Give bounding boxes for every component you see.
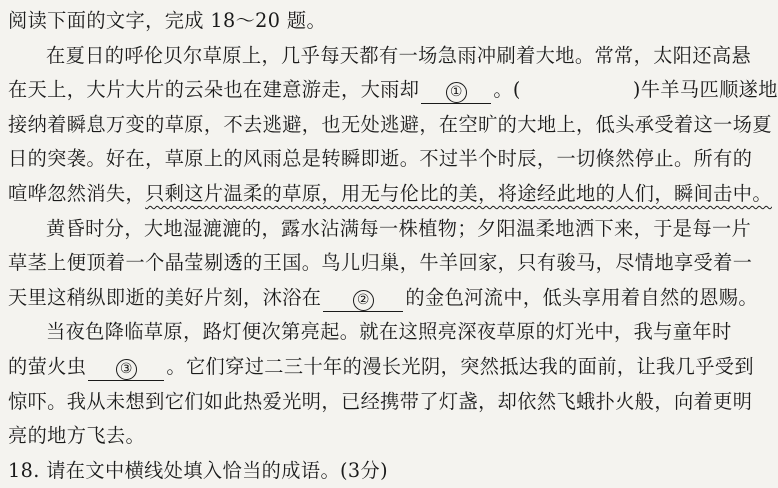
question-18: 18. 请在文中横线处填入恰当的成语。(3分) <box>8 458 388 482</box>
fill-blank-3[interactable] <box>88 356 164 381</box>
paragraph-line: 在夏日的呼伦贝尔草原上，几乎每天都有一场急雨冲刷着大地。常常，太阳还高悬 <box>46 43 752 67</box>
passage-heading: 阅读下面的文字，完成 18～20 题。 <box>8 9 327 32</box>
sentence-text: 。它们穿过二三十年的漫长光阴，突然抵达我的面前，让我几乎受到 <box>166 354 754 378</box>
paragraph-line <box>8 177 772 212</box>
paragraph-line: 亮的地方飞去。 <box>8 424 146 448</box>
blank-number: ③ <box>116 359 137 380</box>
paragraph-2 <box>8 212 758 316</box>
fill-blank-2[interactable] <box>323 287 403 312</box>
sentence-text: 喧哗忽然消失， <box>8 181 146 205</box>
sentence-text: 天里这稍纵即逝的美好片刻，沐浴在 <box>8 285 322 309</box>
sentence-text: 。( <box>493 78 521 102</box>
paragraph-line: 当夜色降临草原，路灯便次第亮起。就在这照亮深夜草原的灯光中，我与童年时 <box>46 320 732 344</box>
sentence-text: 的萤火虫 <box>8 354 87 378</box>
paragraph-line: 惊吓。我从未想到它们如此热爱光明，已经携带了灯盏，却依然飞蛾扑火般，向着更明 <box>8 389 753 413</box>
paragraph-3 <box>8 315 754 453</box>
paragraph-line <box>8 350 754 385</box>
paragraph-line <box>8 281 758 316</box>
paragraph-1 <box>8 39 778 212</box>
sentence-text: 的金色河流中，低头享用着自然的恩赐。 <box>405 285 758 309</box>
wavy-underlined-sentence: 只剩这片温柔的草原，用无与伦比的美，将途经此地的人们，瞬间击中。 <box>145 181 772 205</box>
paragraph-line: 黄昏时分，大地湿漉漉的，露水沾满每一株植物；夕阳温柔地洒下来，于是每一片 <box>46 216 752 240</box>
paragraph-line: 草茎上便顶着一个晶莹剔透的王国。鸟儿归巢，牛羊回家，只有骏马，尽情地享受着一 <box>8 251 753 275</box>
paragraph-line: 日的突袭。好在，草原上的风雨总是转瞬即逝。不过半个时辰，一切倏然停止。所有的 <box>8 147 753 171</box>
blank-number: ② <box>353 290 374 311</box>
sentence-text: 在天上，大片大片的云朵也在建意游走，大雨却 <box>8 78 420 102</box>
fill-blank-1[interactable] <box>421 79 491 104</box>
paragraph-line: 接纳着瞬息万变的草原，不去逃避，也无处逃避，在空旷的大地上，低头承受着这一场夏 <box>8 112 772 136</box>
paragraph-line <box>8 73 778 108</box>
sentence-text: )牛羊马匹顺遂地 <box>632 78 778 102</box>
blank-number: ① <box>446 82 467 103</box>
